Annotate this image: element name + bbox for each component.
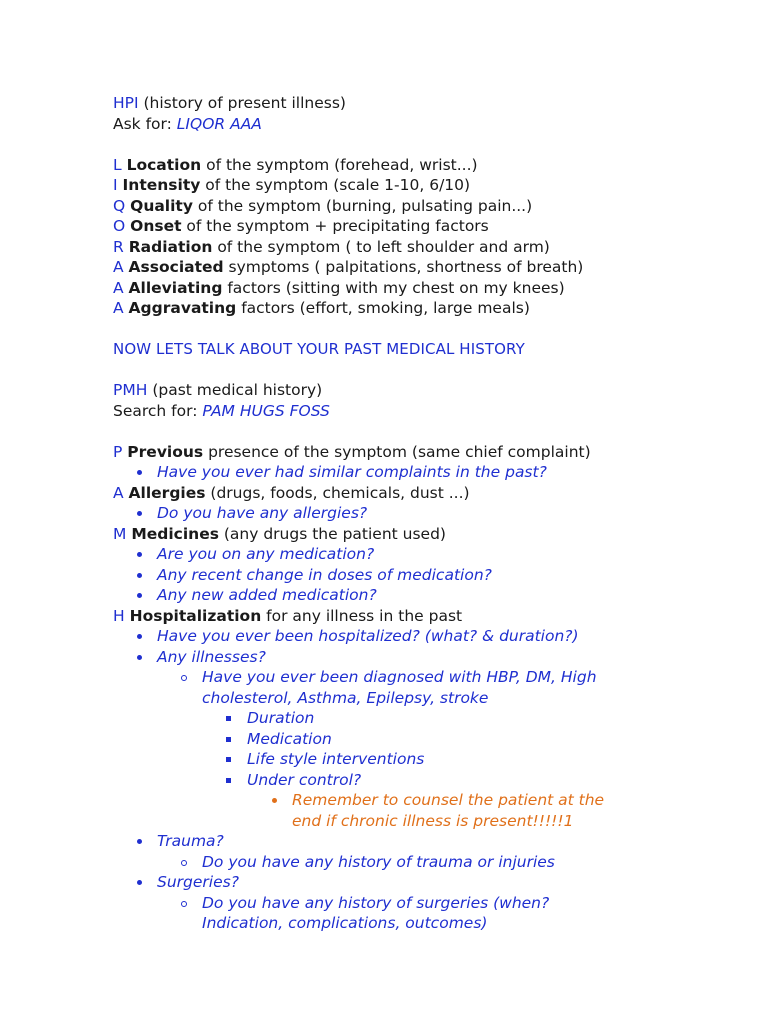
hpi-item — [113, 175, 753, 196]
hpi-desc: of the symptom (burning, pulsating pain...) — [192, 196, 533, 215]
hpi-desc: factors (sitting with my chest on my knees) — [222, 278, 565, 297]
hpi-ask-line — [113, 114, 753, 135]
question-item: Have you ever been hospitalized? (what? & duration?) — [113, 626, 753, 647]
pmh-desc: (drugs, foods, chemicals, dust ...) — [205, 483, 470, 502]
pmh-title-line — [113, 380, 753, 401]
hpi-desc: of the symptom ( to left shoulder and arm) — [212, 237, 550, 256]
hpi-letter: I — [113, 176, 118, 194]
hpi-term: Quality — [130, 196, 193, 215]
hpi-term: Intensity — [122, 176, 201, 194]
pmh-allergies — [113, 483, 753, 504]
hpi-desc: of the symptom (forehead, wrist...) — [201, 155, 478, 174]
sub-question-item: Do you have any history of surgeries (when? — [113, 893, 753, 914]
question-item: Trauma? — [113, 831, 753, 852]
pmh-letter: A — [113, 483, 124, 502]
hpi-letter: L — [113, 155, 122, 174]
hpi-desc: of the symptom + precipitating factors — [181, 217, 489, 235]
question-item: Any illnesses? — [113, 647, 753, 668]
hpi-letter: O — [113, 217, 126, 235]
pmh-letter: M — [113, 524, 127, 543]
diagnosis-detail-item: Life style interventions — [113, 749, 753, 770]
pmh-desc: for any illness in the past — [261, 606, 463, 625]
pmh-previous — [113, 442, 753, 463]
sub-question-continuation: Indication, complications, outcomes) — [202, 914, 488, 932]
question-item: Are you on any medication? — [113, 544, 753, 565]
transition-heading: NOW LETS TALK ABOUT YOUR PAST MEDICAL HISTORY — [113, 340, 525, 358]
hpi-item — [113, 216, 753, 237]
hpi-mnemonic: LIQOR AAA — [176, 114, 262, 133]
counsel-note: Remember to counsel the patient at the — [113, 790, 753, 811]
hpi-term: Associated — [128, 258, 224, 276]
hpi-letter: R — [113, 237, 124, 256]
pmh-hospitalization — [113, 606, 753, 627]
sub-question-continuation: cholesterol, Asthma, Epilepsy, stroke — [202, 688, 489, 707]
hpi-title-desc: (history of present illness) — [138, 94, 346, 112]
hpi-ask-label: Ask for: — [113, 114, 177, 133]
hpi-title: HPI — [113, 94, 139, 112]
pmh-term: Allergies — [128, 483, 206, 502]
pmh-letter: P — [113, 442, 123, 461]
hpi-item — [113, 278, 753, 299]
hpi-title-line — [113, 93, 753, 114]
pmh-title-desc: (past medical history) — [147, 381, 323, 399]
pmh-term: Hospitalization — [129, 606, 262, 625]
hpi-desc: factors (effort, smoking, large meals) — [236, 299, 530, 317]
hpi-item — [113, 237, 753, 258]
pmh-mnemonic: PAM HUGS FOSS — [202, 401, 330, 420]
diagnosis-detail-item: Under control? — [113, 770, 753, 791]
counsel-note-continuation: end if chronic illness is present!!!!!1 — [292, 811, 574, 830]
pmh-title: PMH — [113, 381, 148, 399]
question-item: Have you ever had similar complaints in the past? — [113, 462, 753, 483]
pmh-medicines — [113, 524, 753, 545]
hpi-term: Location — [126, 155, 202, 174]
hpi-term: Alleviating — [128, 278, 223, 297]
sub-question-item: Do you have any history of trauma or injuries — [113, 852, 753, 873]
pmh-term: Previous — [127, 442, 204, 461]
diagnosis-detail-item: Medication — [113, 729, 753, 750]
hpi-item — [113, 257, 753, 278]
hpi-item — [113, 196, 753, 217]
diagnosis-detail-item: Duration — [113, 708, 753, 729]
hpi-letter: A — [113, 278, 124, 297]
hpi-item — [113, 298, 753, 319]
pmh-search-label: Search for: — [113, 401, 203, 420]
hpi-desc: symptoms ( palpitations, shortness of breath) — [223, 258, 584, 276]
pmh-term: Medicines — [131, 524, 219, 543]
hpi-letter: Q — [113, 196, 126, 215]
hpi-letter: A — [113, 299, 124, 317]
document-content — [113, 93, 753, 934]
question-item: Surgeries? — [113, 872, 753, 893]
hpi-term: Onset — [130, 217, 182, 235]
hpi-desc: of the symptom (scale 1-10, 6/10) — [200, 176, 471, 194]
pmh-search-line — [113, 401, 753, 422]
pmh-desc: presence of the symptom (same chief complaint) — [203, 442, 591, 461]
hpi-item — [113, 155, 753, 176]
hpi-letter: A — [113, 258, 124, 276]
pmh-desc: (any drugs the patient used) — [218, 524, 446, 543]
question-item: Any new added medication? — [113, 585, 753, 606]
hpi-term: Radiation — [128, 237, 213, 256]
hpi-term: Aggravating — [128, 299, 237, 317]
question-item: Do you have any allergies? — [113, 503, 753, 524]
sub-question-item: Have you ever been diagnosed with HBP, DM, High — [113, 667, 753, 688]
pmh-letter: H — [113, 606, 125, 625]
question-item: Any recent change in doses of medication? — [113, 565, 753, 586]
